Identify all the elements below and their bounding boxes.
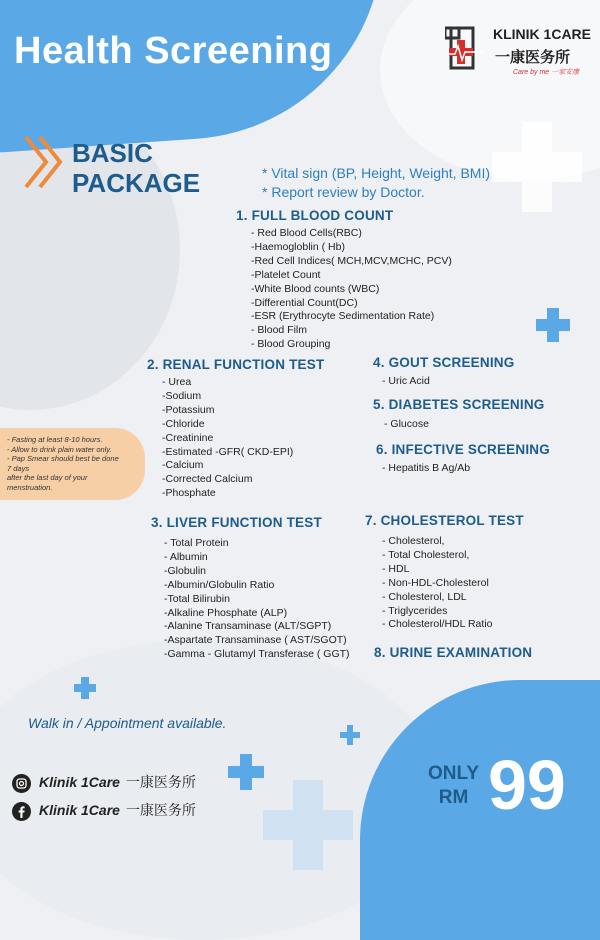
list-item: - Urea	[162, 376, 192, 388]
cross-icon	[228, 754, 264, 790]
clinic-tagline: Care by me 一家安康	[513, 69, 580, 76]
list-item: - Hepatitis B Ag/Ab	[382, 462, 471, 474]
list-item: -White Blood counts (WBC)	[251, 282, 380, 295]
list-item: -Sodium	[162, 389, 202, 402]
clinic-logo-icon	[445, 24, 485, 70]
fasting-note	[0, 428, 145, 500]
fbc-list	[251, 227, 452, 352]
list-item: -Calcium	[162, 459, 204, 472]
list-item: - Total Protein	[164, 537, 229, 549]
list-item: -Estimated -GFR( CKD-EPI)	[162, 445, 294, 458]
section-title-liver: 3. LIVER FUNCTION TEST	[151, 515, 322, 530]
instagram-icon	[12, 774, 31, 793]
clinic-chinese-name: 一康医务所	[495, 49, 571, 66]
infective-list	[382, 462, 470, 476]
list-item: -Globulin	[164, 564, 207, 577]
list-item: -Alanine Transaminase (ALT/SGPT)	[164, 620, 332, 633]
instagram-name: Klinik 1Care	[39, 774, 120, 790]
section-title-urine: 8. URINE EXAMINATION	[374, 645, 533, 660]
section-title-gout: 4. GOUT SCREENING	[373, 355, 515, 370]
cross-icon	[536, 308, 570, 342]
note-line: - Allow to drink plain water only.	[7, 444, 112, 454]
price-amount: 99	[488, 746, 566, 824]
list-item: -Differential Count(DC)	[251, 296, 358, 309]
list-item: -Total Bilirubin	[164, 592, 230, 605]
section-title-infective: 6. INFECTIVE SCREENING	[376, 442, 550, 457]
package-extras	[262, 164, 490, 202]
cholesterol-list	[382, 535, 493, 632]
note-line: 7 days	[7, 463, 30, 473]
section-title-renal: 2. RENAL FUNCTION TEST	[147, 357, 325, 372]
list-item: -Albumin/Globulin Ratio	[164, 578, 275, 591]
list-item: -ESR (Erythrocyte Sedimentation Rate)	[251, 310, 435, 323]
list-item: -Chloride	[162, 417, 205, 430]
list-item: - Blood Film	[251, 324, 308, 337]
facebook-icon	[12, 802, 31, 821]
note-line: menstruation.	[7, 482, 53, 492]
note-line: - Fasting at least 8-10 hours.	[7, 435, 103, 444]
instagram-link[interactable]	[12, 772, 196, 793]
list-item: - Cholesterol,	[382, 535, 445, 547]
cross-icon	[492, 122, 582, 212]
list-item: -Creatinine	[162, 431, 214, 444]
list-item: - HDL	[382, 562, 410, 575]
gout-list	[382, 375, 430, 389]
cross-icon	[263, 780, 353, 870]
section-title-fbc: 1. FULL BLOOD COUNT	[236, 208, 394, 223]
list-item: - Blood Grouping	[251, 338, 331, 351]
list-item: -Potassium	[162, 403, 215, 416]
list-item: -Aspartate Transaminase ( AST/SGOT)	[164, 634, 347, 647]
note-line: - Pap Smear should best be done	[7, 454, 119, 463]
clinic-logo	[445, 22, 595, 82]
list-item: -Gamma - Glutamyl Transferase ( GGT)	[164, 648, 350, 661]
list-item: - Red Blood Cells(RBC)	[251, 227, 362, 239]
extra-vital-sign: * Vital sign (BP, Height, Weight, BMI)	[262, 165, 490, 181]
section-title-diabetes: 5. DIABETES SCREENING	[373, 397, 545, 412]
facebook-name: Klinik 1Care	[39, 802, 120, 818]
list-item: -Red Cell Indices( MCH,MCV,MCHC, PCV)	[251, 254, 452, 267]
list-item: -Platelet Count	[251, 268, 321, 281]
instagram-chinese-name: 一康医务所	[125, 774, 196, 790]
extra-report-review: * Report review by Doctor.	[262, 184, 425, 200]
diabetes-list	[384, 418, 429, 432]
list-item: - Glucose	[384, 418, 429, 430]
chevron-right-icon	[22, 135, 66, 189]
facebook-link[interactable]	[12, 800, 196, 821]
cross-icon	[340, 725, 360, 745]
list-item: -Phosphate	[162, 487, 216, 500]
price-prefix: ONLY RM	[428, 763, 480, 808]
list-item: - Triglycerides	[382, 604, 448, 617]
renal-list	[162, 376, 293, 501]
clinic-name: KLINIK 1CARE	[493, 26, 592, 42]
list-item: - Cholesterol, LDL	[382, 590, 467, 603]
list-item: - Uric Acid	[382, 375, 430, 387]
walk-in-note: Walk in / Appointment available.	[28, 715, 227, 731]
note-line: after the last day of your	[7, 473, 88, 482]
list-item: -Corrected Calcium	[162, 473, 253, 486]
section-title-cholesterol: 7. CHOLESTEROL TEST	[365, 513, 524, 528]
list-item: - Total Cholesterol,	[382, 548, 470, 561]
list-item: - Non-HDL-Cholesterol	[382, 576, 489, 589]
list-item: - Cholesterol/HDL Ratio	[382, 618, 493, 631]
page-title: Health Screening	[14, 30, 333, 72]
header-blob	[0, 0, 396, 155]
facebook-chinese-name: 一康医务所	[125, 802, 196, 818]
list-item: - Albumin	[164, 550, 208, 563]
package-title: BASIC PACKAGE	[72, 138, 201, 198]
cross-icon	[74, 677, 96, 699]
list-item: -Haemogloblin ( Hb)	[251, 240, 345, 253]
list-item: -Alkaline Phosphate (ALP)	[164, 606, 288, 619]
liver-list	[164, 537, 350, 662]
